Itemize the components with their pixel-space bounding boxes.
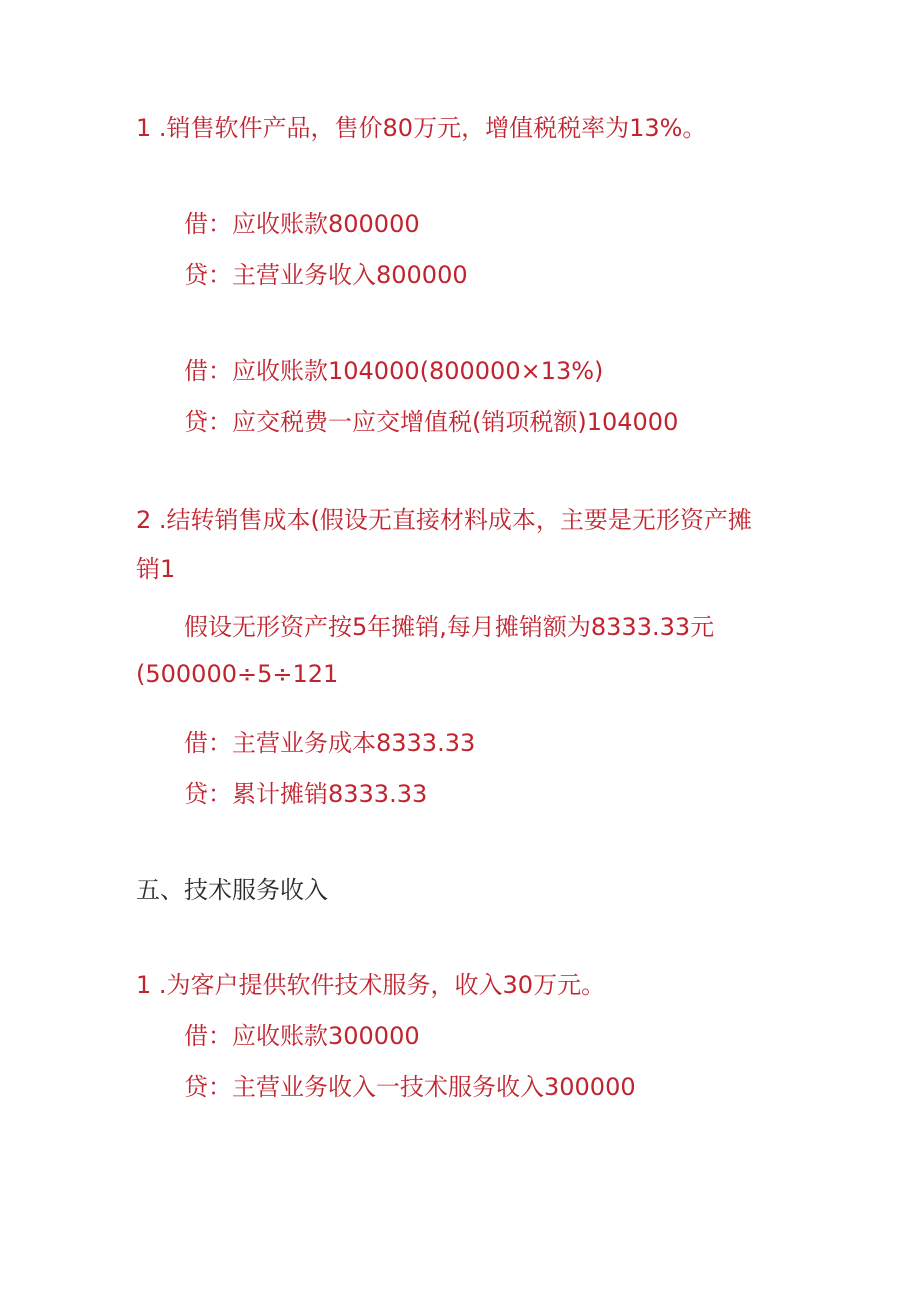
section-heading-tech-service: 五、技术服务收入: [136, 876, 328, 904]
journal-credit-service-revenue: 贷：主营业务收入一技术服务收入300000: [184, 1073, 636, 1101]
journal-credit-revenue: 贷：主营业务收入800000: [184, 261, 468, 289]
journal-debit-receivable-vat: 借：应收账款104000(800000×13%): [184, 357, 604, 385]
item-sale-software-title: 1 .销售软件产品，售价80万元，增值税税率为13%。: [136, 114, 707, 142]
journal-debit-receivable-service: 借：应收账款300000: [184, 1022, 420, 1050]
item-cost-transfer-title-cont: 销1: [136, 555, 176, 583]
amortization-formula: (500000÷5÷121: [136, 660, 339, 688]
item-tech-service-title: 1 .为客户提供软件技术服务，收入30万元。: [136, 971, 606, 999]
journal-credit-amortization: 贷：累计摊销8333.33: [184, 780, 428, 808]
journal-credit-vat-payable: 贷：应交税费一应交增值税(销项税额)104000: [184, 408, 679, 436]
journal-debit-cost: 借：主营业务成本8333.33: [184, 729, 476, 757]
item-cost-transfer-title: 2 .结转销售成本(假设无直接材料成本，主要是无形资产摊: [136, 506, 752, 534]
amortization-assumption: 假设无形资产按5年摊销,每月摊销额为8333.33元: [184, 613, 715, 641]
journal-debit-receivable: 借：应收账款800000: [184, 210, 420, 238]
